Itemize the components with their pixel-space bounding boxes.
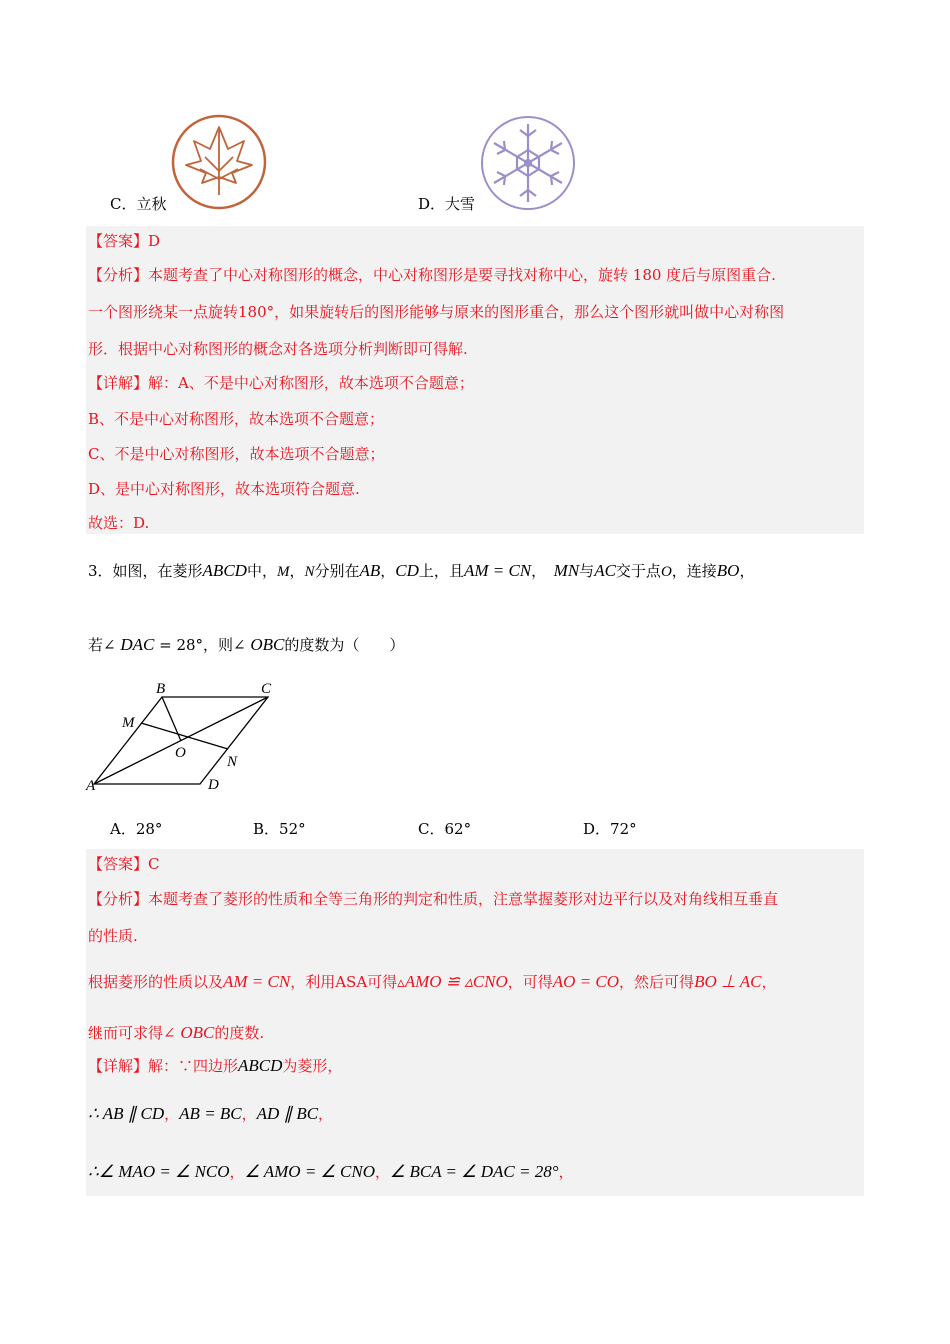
- option-c-image: [170, 113, 268, 211]
- q2-choice: 故选：D.: [88, 514, 150, 532]
- maple-leaf-icon: [170, 113, 268, 211]
- q3-option-c: C．62°: [418, 820, 472, 838]
- q3-detail-2: ∴ AB ∥ CD，AB = BC，AD ∥ BC，: [88, 1104, 334, 1123]
- option-c-label: C．立秋: [110, 195, 167, 213]
- option-d-image: [479, 114, 577, 212]
- q3-analysis-1: 【分析】本题考查了菱形的性质和全等三角形的判定和性质，注意掌握菱形对边平行以及对角线相互垂直: [88, 890, 779, 908]
- q3-answer: 【答案】C: [88, 855, 160, 873]
- q2-solution-box: [86, 226, 864, 534]
- q2-detail-d: D、是中心对称图形，故本选项符合题意.: [88, 480, 360, 498]
- q3-solution-box: [86, 849, 864, 1196]
- rhombus-figure: [84, 676, 284, 796]
- snowflake-icon: [479, 114, 577, 212]
- option-d-label: D．大雪: [418, 195, 476, 213]
- segment-bo: [162, 697, 181, 741]
- q2-answer: 【答案】D: [88, 232, 161, 250]
- point-m-label: M: [122, 715, 135, 731]
- vertex-d-label: D: [208, 777, 219, 793]
- q3-stem-line-2: 若∠ DAC = 28°，则∠ OBC的度数为（ ）: [88, 635, 405, 654]
- q2-detail-a: 【详解】解：A、不是中心对称图形，故本选项不合题意；: [88, 374, 474, 392]
- vertex-c-label: C: [261, 681, 272, 697]
- q3-analysis-2: 的性质.: [88, 927, 138, 945]
- q2-analysis-2: 一个图形绕某一点旋转180°，如果旋转后的图形能够与原来的图形重合，那么这个图形就叫做中心对称图: [88, 303, 785, 321]
- point-o-label: O: [175, 745, 186, 761]
- vertex-a-label: A: [86, 778, 96, 794]
- q3-detail-3: ∴∠ MAO = ∠ NCO，∠ AMO = ∠ CNO，∠ BCA = ∠ DAC = 28°，: [88, 1162, 574, 1181]
- q3-option-a: A．28°: [110, 820, 163, 838]
- q2-analysis-1: 【分析】本题考查了中心对称图形的概念，中心对称图形是要寻找对称中心，旋转 180 度后与原图重合.: [88, 266, 776, 284]
- q3-stem-line-1: 3．如图，在菱形ABCD中，M，N分别在AB，CD上，且AM = CN， MN与AC交于点O，连接BO，: [88, 561, 755, 580]
- q3-analysis-4: 继而可求得∠ OBC的度数.: [88, 1023, 265, 1042]
- q2-detail-c: C、不是中心对称图形，故本选项不合题意；: [88, 445, 385, 463]
- q3-option-b: B．52°: [253, 820, 306, 838]
- q3-option-d: D．72°: [583, 820, 637, 838]
- vertex-b-label: B: [156, 681, 166, 697]
- q2-detail-b: B、不是中心对称图形，故本选项不合题意；: [88, 410, 385, 428]
- q3-analysis-3: 根据菱形的性质以及AM = CN，利用ASA可得▵AMO ≌ ▵CNO，可得AO = CO，然后可得BO ⊥ AC，: [88, 972, 777, 991]
- q3-detail-1: 【详解】解：∵四边形ABCD为菱形，: [88, 1056, 343, 1075]
- q2-analysis-3: 形．根据中心对称图形的概念对各选项分析判断即可得解.: [88, 340, 468, 358]
- point-n-label: N: [227, 754, 238, 770]
